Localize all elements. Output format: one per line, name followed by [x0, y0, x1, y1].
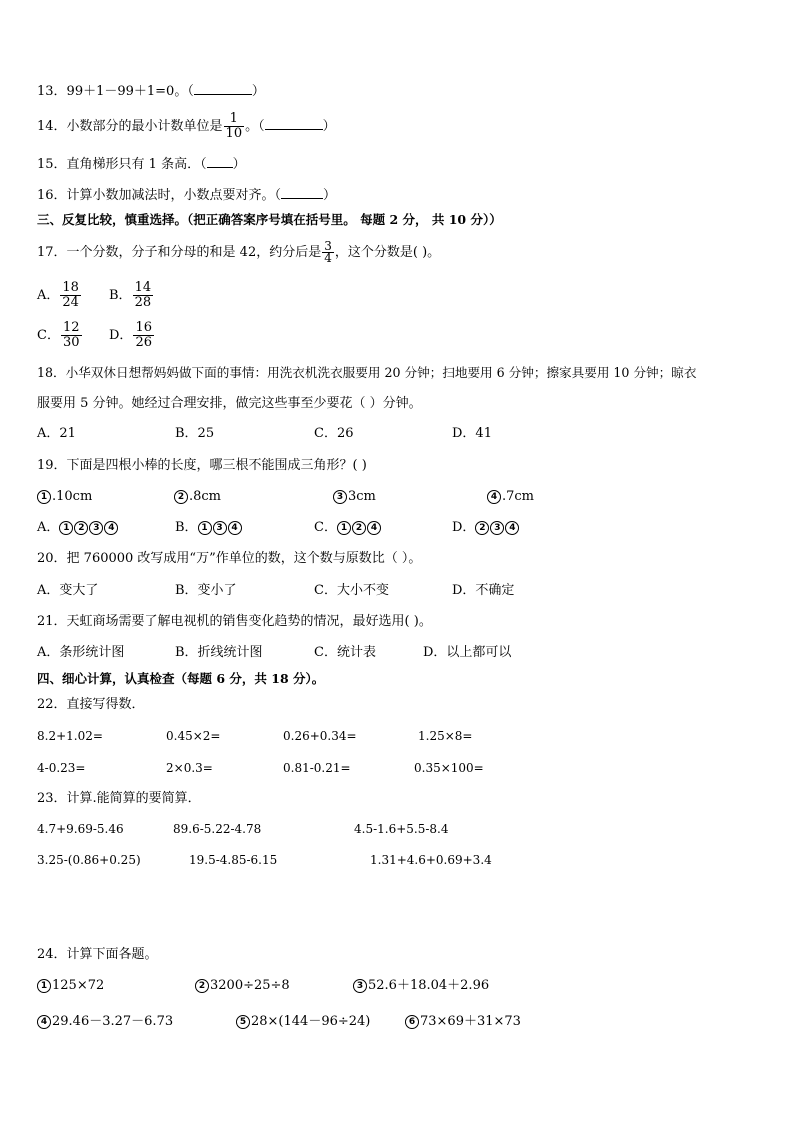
- q24-item-6: 6 73×69＋31×73: [405, 1013, 521, 1031]
- q18-option-d[interactable]: D．41: [452, 426, 492, 441]
- q21-option-d[interactable]: D．以上都可以: [423, 645, 512, 660]
- circled-number-icon: 4: [487, 490, 501, 504]
- stick-2: 2 .8cm: [174, 488, 221, 506]
- q18-option-b[interactable]: B．25: [175, 426, 215, 441]
- question-24: 24．计算下面各题。: [37, 947, 158, 962]
- question-23: 23．计算.能简算的要简算．: [37, 791, 201, 806]
- answer-blank-14[interactable]: [265, 117, 323, 130]
- q23-item: 3.25-(0.86+0.25): [37, 853, 141, 867]
- question-16: 16．计算小数加减法时，小数点要对齐。（ ）: [37, 188, 337, 203]
- q17-option-a[interactable]: A． $\frac{18}{24}$: [37, 280, 79, 310]
- question-14-text: 14．小数部分的最小计数单位是: [37, 119, 223, 134]
- question-16-text: 16．计算小数加减法时，小数点要对齐。（: [37, 188, 282, 203]
- q17-option-d[interactable]: D． $\frac{16}{26}$: [109, 320, 152, 350]
- circled-number-icon: 3: [333, 490, 347, 504]
- q22-item: 0.35×100=: [414, 761, 484, 775]
- fraction-12-30: $\frac{12}{30}$: [62, 320, 80, 350]
- q23-item: 4.7+9.69-5.46: [37, 822, 124, 836]
- q19-option-b[interactable]: B． 1 3 4: [175, 519, 243, 537]
- circled-number-icon: 4: [104, 521, 118, 535]
- q23-item: 89.6-5.22-4.78: [173, 822, 262, 836]
- circled-number-icon: 4: [367, 521, 381, 535]
- fraction-16-26: $\frac{16}{26}$: [135, 320, 152, 350]
- q22-item: 1.25×8=: [418, 729, 473, 743]
- question-15-text: 15．直角梯形只有 1 条高．（: [37, 157, 207, 172]
- circled-number-icon: 3: [353, 979, 367, 993]
- circled-number-icon: 2: [195, 979, 209, 993]
- q24-item-2: 2 3200÷25÷8: [195, 977, 290, 995]
- q18-option-c[interactable]: C．26: [314, 426, 354, 441]
- circled-number-icon: 1: [37, 979, 51, 993]
- question-17: 17．一个分数，分子和分母的和是 42，约分后是 $\frac{3}{4}$ ，这个分数是( )。: [37, 239, 441, 265]
- q24-item-1: 1 125×72: [37, 977, 104, 995]
- question-14: 14．小数部分的最小计数单位是 $\frac{1}{10}$ 。（ ）: [37, 111, 336, 141]
- fraction-18-24: $\frac{18}{24}$: [62, 280, 79, 310]
- circled-number-icon: 3: [213, 521, 227, 535]
- q22-item: 4-0.23=: [37, 761, 86, 775]
- section-3-heading: 三、反复比较，慎重选择。（把正确答案序号填在括号里。 每题 2 分， 共 10 分））: [37, 212, 502, 227]
- circled-number-icon: 1: [198, 521, 212, 535]
- q17-option-b[interactable]: B． $\frac{14}{28}$: [109, 280, 152, 310]
- circled-number-icon: 1: [59, 521, 73, 535]
- q22-item: 0.45×2=: [166, 729, 221, 743]
- q22-item: 0.26+0.34=: [283, 729, 357, 743]
- circled-number-icon: 2: [74, 521, 88, 535]
- q24-item-5: 5 28×(144－96÷24): [236, 1013, 370, 1031]
- circled-number-icon: 2: [174, 490, 188, 504]
- q17-option-c[interactable]: C． $\frac{12}{30}$: [37, 320, 80, 350]
- q19-option-c[interactable]: C． 1 2 4: [314, 519, 382, 537]
- stick-1: 1 .10cm: [37, 488, 92, 506]
- circled-number-icon: 3: [89, 521, 103, 535]
- q21-option-c[interactable]: C．统计表: [314, 645, 376, 660]
- q19-option-a[interactable]: A． 1 2 3 4: [37, 519, 119, 537]
- q23-item: 1.31+4.6+0.69+3.4: [370, 853, 492, 867]
- q20-option-b[interactable]: B．变小了: [175, 583, 237, 598]
- question-21: 21．天虹商场需要了解电视机的销售变化趋势的情况，最好选用( )。: [37, 614, 432, 629]
- circled-number-icon: 4: [228, 521, 242, 535]
- q22-item: 0.81-0.21=: [283, 761, 351, 775]
- answer-blank-13[interactable]: [194, 82, 252, 95]
- q22-item: 2×0.3=: [166, 761, 213, 775]
- question-15: 15．直角梯形只有 1 条高．（ ）: [37, 157, 246, 172]
- q21-option-a[interactable]: A．条形统计图: [37, 645, 125, 660]
- answer-blank-16[interactable]: [281, 186, 323, 199]
- question-18-line-1: 18．小华双休日想帮妈妈做下面的事情：用洗衣机洗衣服要用 20 分钟；扫地要用 6 分钟；擦家具要用 10 分钟；晾衣: [37, 365, 697, 380]
- question-13: 13．99＋1－99＋1=0。（ ）: [37, 84, 265, 99]
- q24-item-4: 4 29.46－3.27－6.73: [37, 1013, 173, 1031]
- stick-3: 3 3cm: [333, 488, 376, 506]
- q21-option-b[interactable]: B．折线统计图: [175, 645, 263, 660]
- q23-item: 19.5-4.85-6.15: [189, 853, 278, 867]
- question-13-text: 13．99＋1－99＋1=0。（: [37, 84, 194, 99]
- q19-option-d[interactable]: D． 2 3 4: [452, 519, 520, 537]
- fraction-1-10: $\frac{1}{10}$: [225, 111, 243, 141]
- question-20: 20．把 760000 改写成用“万”作单位的数，这个数与原数比（ ）。: [37, 551, 422, 566]
- q22-item: 8.2+1.02=: [37, 729, 103, 743]
- q20-option-c[interactable]: C．大小不变: [314, 583, 389, 598]
- fraction-3-4: $\frac{3}{4}$: [324, 239, 332, 265]
- q23-item: 4.5-1.6+5.5-8.4: [354, 822, 449, 836]
- q20-option-a[interactable]: A．变大了: [37, 583, 99, 598]
- circled-number-icon: 1: [337, 521, 351, 535]
- circled-number-icon: 4: [37, 1015, 51, 1029]
- answer-blank-15[interactable]: [207, 155, 233, 168]
- fraction-14-28: $\frac{14}{28}$: [134, 280, 152, 310]
- section-4-heading: 四、细心计算，认真检查（每题 6 分，共 18 分）。: [37, 671, 325, 686]
- circled-number-icon: 3: [490, 521, 504, 535]
- circled-number-icon: 2: [352, 521, 366, 535]
- question-17-text: 17．一个分数，分子和分母的和是 42，约分后是: [37, 245, 322, 260]
- q20-option-d[interactable]: D．不确定: [452, 583, 515, 598]
- q24-item-3: 3 52.6＋18.04＋2.96: [353, 977, 489, 995]
- circled-number-icon: 2: [475, 521, 489, 535]
- circled-number-icon: 6: [405, 1015, 419, 1029]
- circled-number-icon: 5: [236, 1015, 250, 1029]
- question-19: 19．下面是四根小棒的长度，哪三根不能围成三角形？( ): [37, 458, 367, 473]
- circled-number-icon: 1: [37, 490, 51, 504]
- question-22: 22．直接写得数．: [37, 697, 145, 712]
- question-18-line-2: 服要用 5 分钟。她经过合理安排，做完这些事至少要花（ ）分钟。: [37, 396, 422, 411]
- stick-4: 4 .7cm: [487, 488, 534, 506]
- q18-option-a[interactable]: A．21: [37, 426, 76, 441]
- circled-number-icon: 4: [505, 521, 519, 535]
